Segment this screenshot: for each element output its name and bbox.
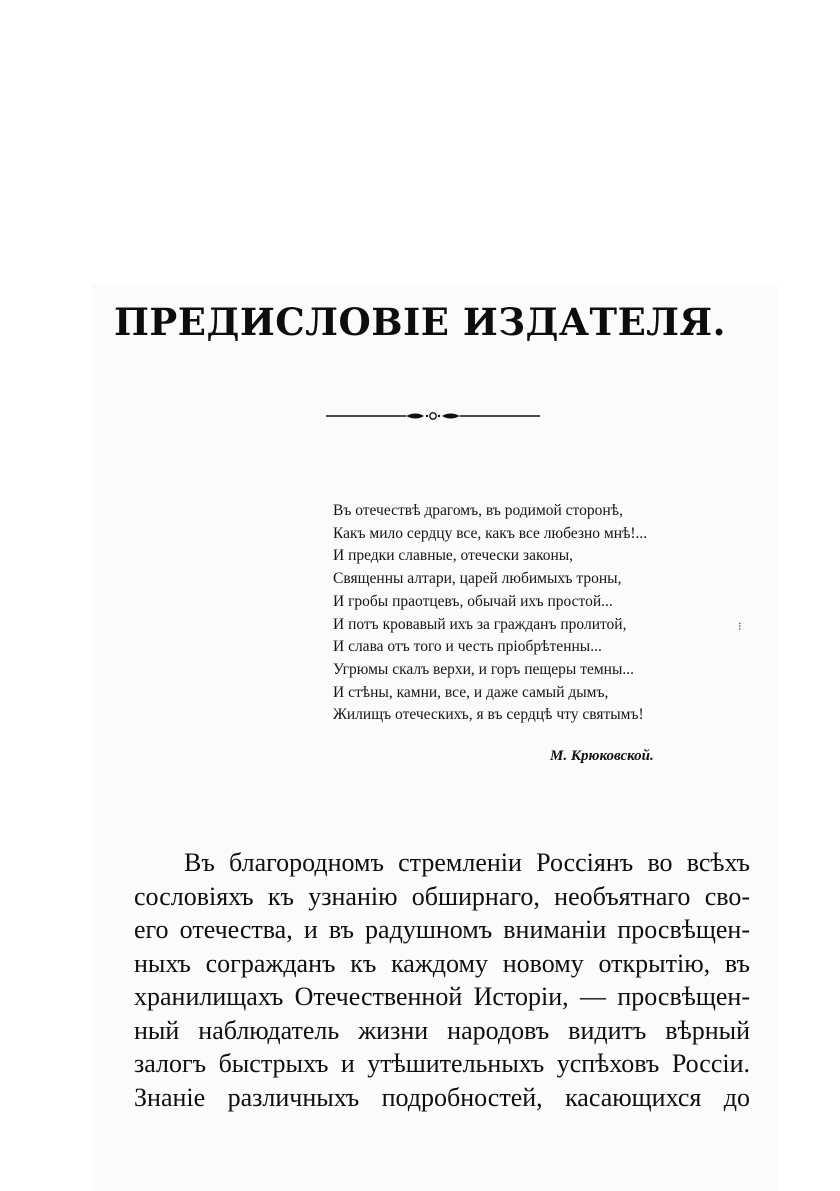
body-paragraph <box>134 846 750 1114</box>
poem-line: И стѣны, камни, все, и даже самый дымъ, <box>333 683 609 701</box>
poem-line: Жилищъ отеческихъ, я въ сердцѣ чту святымъ! <box>333 706 644 724</box>
paragraph-line: сословіяхъ къ узнанію обширнаго, необъятнаго сво- <box>134 881 750 911</box>
paragraph-line: Въ благородномъ стремленіи Россіянъ во всѣхъ <box>184 848 750 877</box>
poem-line: Угрюмы скалъ верхи, и горъ пещеры темны... <box>333 660 635 678</box>
page-title: ПРЕДИСЛОВІЕ ИЗДАТЕЛЯ. <box>113 300 727 344</box>
poem-line: И слава отъ того и честь пріобрѣтенны... <box>333 638 602 656</box>
poem-line: И гробы праотцевъ, обычай ихъ простой... <box>333 592 613 610</box>
ornament-divider-icon <box>326 408 540 424</box>
paragraph-line: ный наблюдатель жизни народовъ видитъ вѣрный <box>134 1015 750 1045</box>
paragraph-line: залогъ быстрыхъ и утѣшительныхъ успѣховъ Россіи. <box>134 1049 750 1078</box>
poem-line: Священны алтари, царей любимыхъ троны, <box>333 570 622 588</box>
poem-line: Въ отечествѣ драгомъ, въ родимой сторонѣ, <box>333 502 623 519</box>
epigraph-poem <box>333 500 647 727</box>
paragraph-line: ныхъ согражданъ къ каждому новому открытію, въ <box>134 948 750 978</box>
paragraph-line: Знаніе различныхъ подробностей, касающихся до <box>134 1082 750 1112</box>
paragraph-line: хранилищахъ Отечественной Исторіи, — просвѣщен- <box>134 982 750 1011</box>
poem-line: И предки славные, отечески законы, <box>333 547 574 565</box>
print-speck: ⁝ <box>738 620 742 633</box>
poem-line: И потъ кровавый ихъ за гражданъ пролитой, <box>333 615 627 633</box>
epigraph-author: М. Крюковской. <box>550 748 654 764</box>
paragraph-line: его отечества, и въ радушномъ вниманіи просвѣщен- <box>134 915 750 944</box>
poem-line: Какъ мило сердцу все, какъ все любезно мнѣ!... <box>333 524 648 542</box>
